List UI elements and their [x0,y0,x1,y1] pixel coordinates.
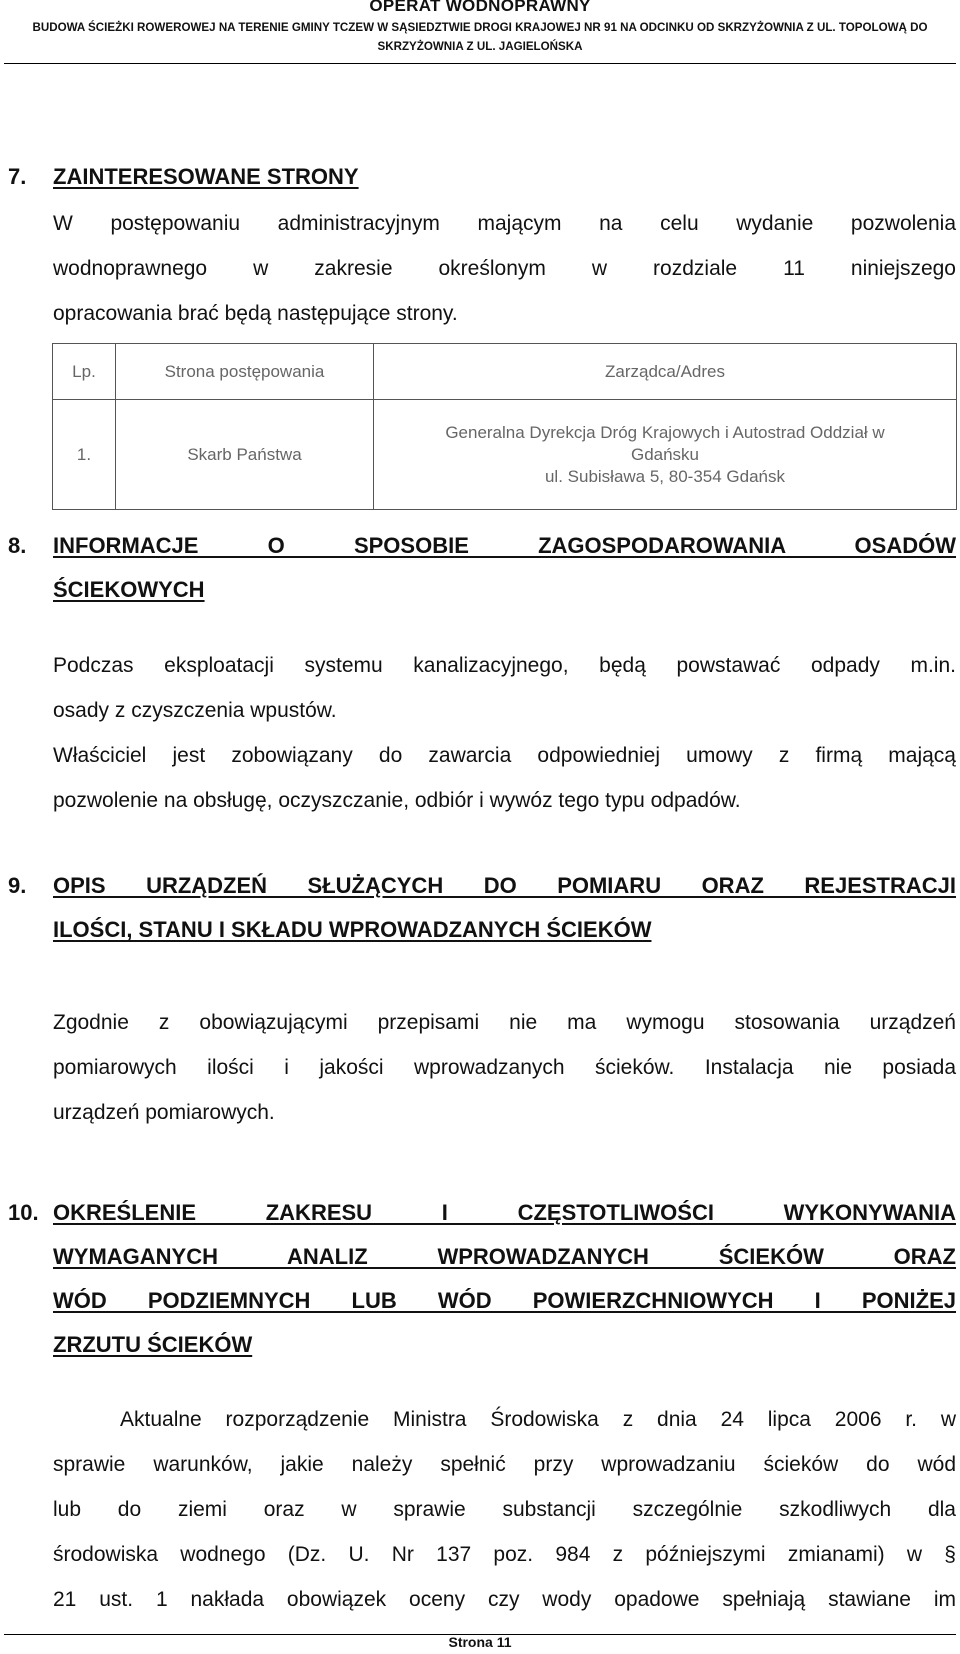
section7-line: wodnoprawnego w zakresie określonym w rozdziale 11 niniejszego [53,257,956,280]
document-header-subtitle [4,18,956,56]
table-cell-lp: 1. [53,400,116,510]
section7-title: ZAINTERESOWANE STRONY [53,164,359,189]
section10-title-line: WYMAGANYCH ANALIZ WPROWADZANYCH ŚCIEKÓW ORAZ [53,1244,956,1269]
table-header-lp: Lp. [53,344,116,400]
section9-number: 9. [8,873,27,898]
section9-line: pomiarowych ilości i jakości wprowadzanych ścieków. Instalacja nie posiada [53,1056,956,1079]
adres-line: Generalna Dyrekcja Dróg Krajowych i Autostrad Oddział w [445,422,885,442]
table-cell-strona: Skarb Państwa [116,400,374,510]
adres-line: ul. Subisława 5, 80-354 Gdańsk [544,466,786,486]
section9-body [53,1000,956,1135]
section8-title-line2: ŚCIEKOWYCH [53,577,205,602]
header-subtitle-line2: SKRZYŻOWNIA Z UL. JAGIELOŃSKA [377,40,583,53]
table-cell-adres [374,400,957,510]
section7-line: opracowania brać będą następujące strony. [53,302,458,325]
parties-table [52,343,957,510]
section8-number: 8. [8,533,27,558]
section9-line: Zgodnie z obowiązującymi przepisami nie ma wymogu stosowania urządzeń [53,1011,956,1034]
section9-line: urządzeń pomiarowych. [53,1101,275,1124]
table-header-adres: Zarządca/Adres [374,344,957,400]
section10-title-line: ZRZUTU ŚCIEKÓW [53,1332,253,1357]
page-number: Strona 11 [448,1634,512,1650]
section9-title-line2: ILOŚCI, STANU I SKŁADU WPROWADZANYCH ŚCIEKÓW [53,917,652,942]
section10-title-line: WÓD PODZIEMNYCH LUB WÓD POWIERZCHNIOWYCH I PONIŻEJ [53,1288,956,1313]
header-subtitle-line1: BUDOWA ŚCIEŻKI ROWEROWEJ NA TERENIE GMINY TCZEW W SĄSIEDZTWIE DROGI KRAJOWEJ NR 91 NA ODCINKU OD SKRZYŻOWNIA Z UL. TOPOLOWĄ DO [32,21,928,34]
section10-body [53,1397,956,1622]
section9-title-line1: OPIS URZĄDZEŃ SŁUŻĄCYCH DO POMIARU ORAZ REJESTRACJI [53,873,956,898]
section8-line: Właściciel jest zobowiązany do zawarcia odpowiedniej umowy z firmą mającą [53,744,956,767]
section8-body [53,643,956,823]
section8-line: osady z czyszczenia wpustów. [53,699,337,722]
section10-line: 21 ust. 1 nakłada obowiązek oceny czy wody opadowe spełniają stawiane im [53,1588,956,1611]
section10-title-line: OKREŚLENIE ZAKRESU I CZĘSTOTLIWOŚCI WYKONYWANIA [53,1200,956,1225]
section10-line: sprawie warunków, jakie należy spełnić przy wprowadzaniu ścieków do wód [53,1453,956,1476]
section8-line: Podczas eksploatacji systemu kanalizacyjnego, będą powstawać odpady m.in. [53,654,956,677]
section10-line: Aktualne rozporządzenie Ministra Środowiska z dnia 24 lipca 2006 r. w [120,1408,956,1431]
section10-number: 10. [8,1200,39,1225]
table-row [53,400,957,510]
section8-line: pozwolenie na obsługę, oczyszczanie, odbiór i wywóz tego typu odpadów. [53,789,741,812]
section7-number: 7. [8,164,27,189]
section10-line: lub do ziemi oraz w sprawie substancji szczególnie szkodliwych dla [53,1498,956,1521]
section7-line: W postępowaniu administracyjnym mającym na celu wydanie pozwolenia [53,212,956,235]
adres-line: Gdańsku [630,444,700,464]
section10-line: środowiska wodnego (Dz. U. Nr 137 poz. 984 z późniejszymi zmianami) w § [53,1543,956,1566]
header-divider [4,63,956,64]
section8-title-line1: INFORMACJE O SPOSOBIE ZAGOSPODAROWANIA OSADÓW [53,533,956,558]
table-header-strona: Strona postępowania [116,344,374,400]
table-header-row [53,344,957,400]
document-header-title: OPERAT WODNOPRAWNY [369,0,591,15]
section7-body [53,201,956,336]
